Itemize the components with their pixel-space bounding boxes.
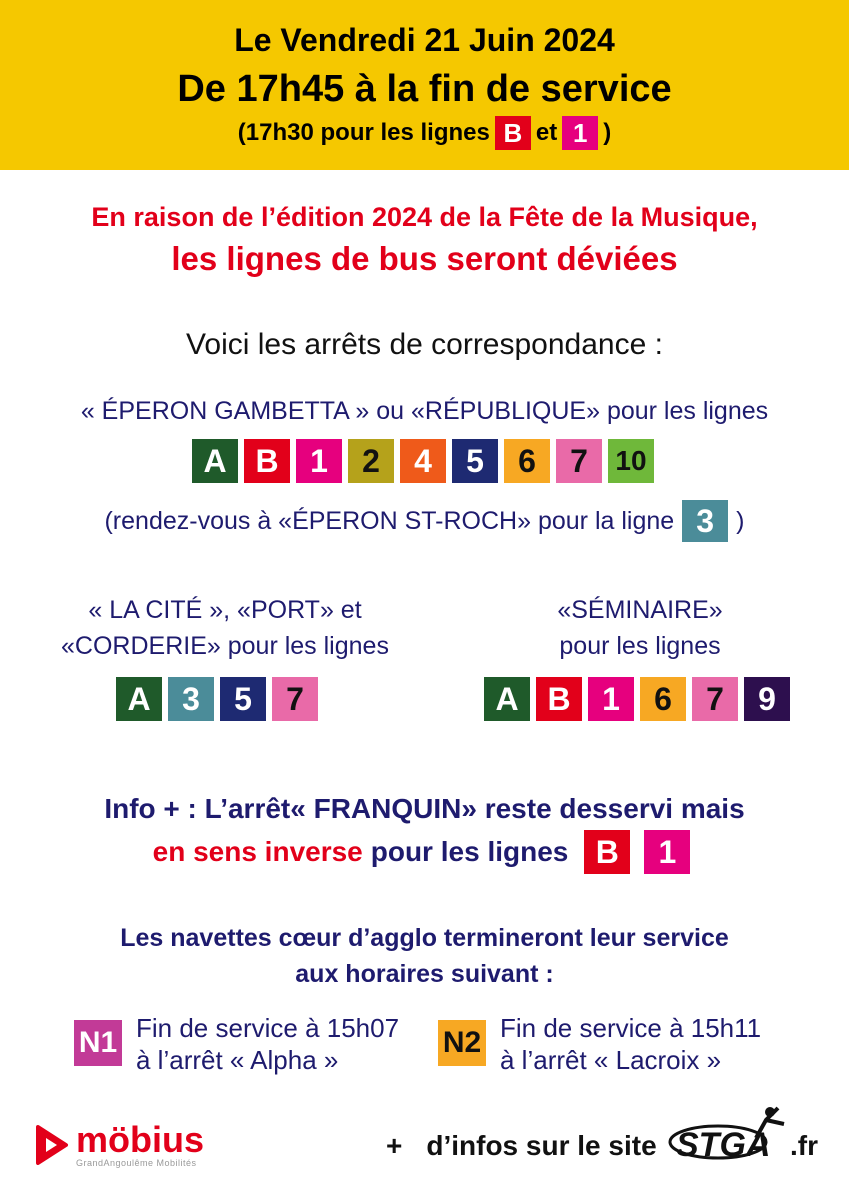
line-badge-b: B	[584, 830, 630, 874]
site-suffix: .fr	[790, 1130, 818, 1161]
notice-line-1: En raison de l’édition 2024 de la Fête de la Musique,	[91, 202, 758, 232]
group3-text	[460, 592, 820, 664]
line-badge-1: 1	[588, 677, 634, 721]
info-line-1: Info + : L’arrêt« FRANQUIN» reste desservi mais	[104, 793, 745, 824]
plus-sign: +	[386, 1130, 403, 1161]
notice-line-2: les lignes de bus seront déviées	[171, 240, 678, 277]
mobius-logo	[34, 1119, 205, 1168]
line-badge-1: 1	[296, 439, 342, 483]
site-text: d’infos sur le site	[426, 1130, 657, 1161]
brand-name: möbius	[76, 1119, 205, 1160]
date-line: Le Vendredi 21 Juin 2024	[234, 22, 615, 58]
navette-n1	[74, 1012, 399, 1076]
navette-n1-text	[136, 1012, 399, 1076]
navette-n1-line2: à l’arrêt « Alpha »	[136, 1045, 339, 1075]
line-badge-3: 3	[168, 677, 214, 721]
group1-note-prefix: (rendez-vous à «ÉPERON ST-ROCH» pour la ligne	[104, 506, 675, 535]
line-badge-5: 5	[452, 439, 498, 483]
navette-badge-n2: N2	[438, 1020, 486, 1066]
line-badge-7: 7	[692, 677, 738, 721]
info-rest: pour les lignes	[370, 836, 569, 867]
header-banner	[0, 0, 849, 170]
exception-conj: et	[535, 119, 558, 146]
group2-text-line2: «CORDERIE» pour les lignes	[61, 632, 389, 660]
group3-text-line2: pour les lignes	[559, 632, 721, 660]
footer	[0, 1118, 849, 1178]
line-badge-10: 10	[608, 439, 654, 483]
group3-lines	[484, 677, 796, 721]
line-badge-4: 4	[400, 439, 446, 483]
group2-text-line1: « LA CITÉ », «PORT» et	[88, 596, 362, 624]
line-badge-a: A	[484, 677, 530, 721]
exception-prefix: (17h30 pour les lignes	[237, 119, 490, 146]
line-badge-2: 2	[348, 439, 394, 483]
intro-text: Voici les arrêts de correspondance :	[186, 328, 663, 361]
line-badge-a: A	[116, 677, 162, 721]
navettes-line-2: aux horaires suivant :	[295, 960, 554, 988]
exception-line	[0, 116, 849, 150]
line-badge-3: 3	[682, 500, 728, 542]
group1-lines	[192, 439, 660, 483]
line-badge-a: A	[192, 439, 238, 483]
line-badge-5: 5	[220, 677, 266, 721]
stga-text: STGA	[676, 1126, 771, 1164]
info-line-2	[0, 830, 849, 874]
brand-subtitle: GrandAngoulême Mobilités	[76, 1158, 197, 1168]
navette-n2-line1: Fin de service à 15h11	[500, 1013, 762, 1043]
group1-note	[0, 500, 849, 542]
line-badge-6: 6	[504, 439, 550, 483]
navette-n2-text	[500, 1012, 761, 1076]
line-badge-b: B	[244, 439, 290, 483]
group2-text	[40, 592, 410, 664]
line-badge-7: 7	[556, 439, 602, 483]
exception-suffix: )	[603, 119, 612, 146]
info-highlight: en sens inverse	[152, 836, 363, 867]
stga-logo[interactable]	[666, 1102, 826, 1172]
line-badge-1: 1	[644, 830, 690, 874]
line-badge-1: 1	[562, 116, 598, 150]
navette-n2-line2: à l’arrêt « Lacroix »	[500, 1045, 722, 1075]
line-badge-6: 6	[640, 677, 686, 721]
group2-lines	[116, 677, 324, 721]
navette-badge-n1: N1	[74, 1020, 122, 1066]
line-badge-b: B	[536, 677, 582, 721]
navette-n1-line1: Fin de service à 15h07	[136, 1013, 400, 1043]
line-badge-9: 9	[744, 677, 790, 721]
group3-text-line1: «SÉMINAIRE»	[557, 596, 723, 624]
line-badge-b: B	[495, 116, 531, 150]
time-line: De 17h45 à la fin de service	[177, 68, 672, 110]
navettes-line-1: Les navettes cœur d’agglo termineront leur service	[120, 924, 729, 952]
group1-text: « ÉPERON GAMBETTA » ou «RÉPUBLIQUE» pour les lignes	[80, 397, 769, 425]
group1-note-suffix: )	[736, 506, 745, 535]
site-info	[386, 1130, 657, 1162]
play-icon	[34, 1125, 70, 1165]
navette-n2	[438, 1012, 761, 1076]
line-badge-7: 7	[272, 677, 318, 721]
